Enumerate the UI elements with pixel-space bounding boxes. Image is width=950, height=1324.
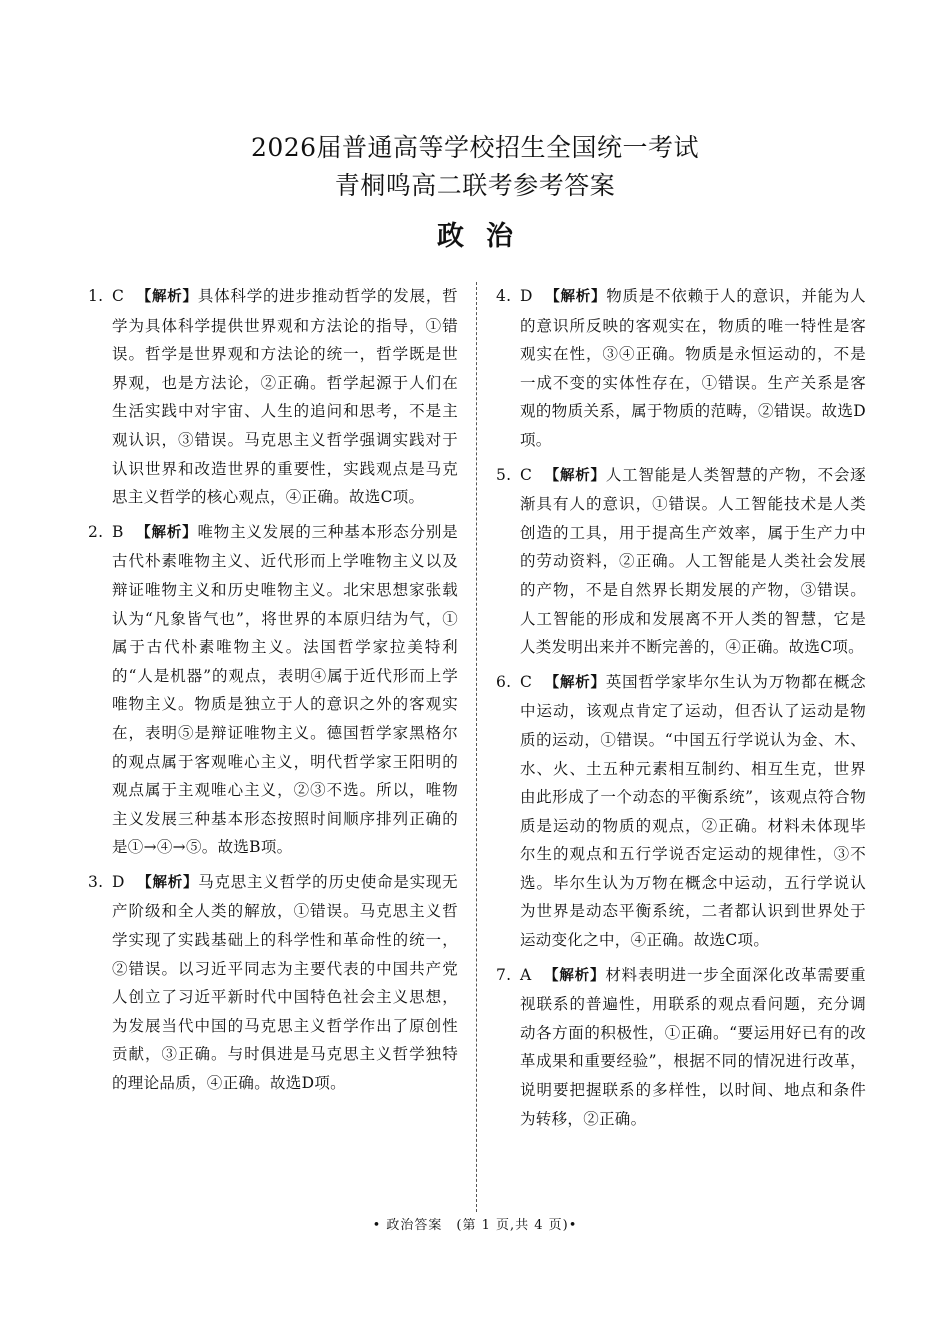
explanation-text: 英国哲学家毕尔生认为万物都在概念中运动，该观点肯定了运动，但否认了运动是物质的运动，①错误。“中国五行学说认为金、木、水、火、土五种元素相互制约、相互生克，世界由此形成了一个动态的平衡系统”，该观点符合物质是运动的物质的观点，②正确。材料未体现毕尔生的观点和五行学说否定运动的规律性，③不选。毕尔生认为万物在概念中运动，五行学说认为世界是动态平衡系统，二者都认识到世界处于运动变化之中，④正确。故选C项。	[520, 672, 866, 950]
question-item	[496, 668, 866, 955]
explanation-text: 唯物主义发展的三种基本形态分别是古代朴素唯物主义、近代形而上学唯物主义以及辩证唯物主义和历史唯物主义。北宋思想家张载认为“凡象皆气也”，将世界的本原归结为气，①属于古代朴素唯物主义。法国哲学家拉美特利的“人是机器”的观点，表明④属于近代形而上学唯物主义。物质是独立于人的意识之外的客观实在，表明⑤是辩证唯物主义。德国哲学家黑格尔的观点属于客观唯心主义，明代哲学家王阳明的观点属于主观唯心主义，②③不选。所以，唯物主义发展三种基本形态按照时间顺序排列正确的是①→④→⑤。故选B项。	[112, 522, 458, 857]
analysis-tag: 【解析】	[544, 674, 606, 691]
explanation-text: 材料表明进一步全面深化改革需要重视联系的普遍性，用联系的观点看问题，充分调动各方面的积极性，①正确。“要运用好已有的改革成果和重要经验”，根据不同的情况进行改革，说明要把握联系的多样性，以时间、地点和条件为转移，②正确。	[520, 965, 866, 1128]
analysis-tag: 【解析】	[135, 524, 198, 541]
question-item	[496, 961, 866, 1134]
answer-letter: C	[520, 465, 533, 484]
explanation-text: 人工智能是人类智慧的产物，不会逐渐具有人的意识，①错误。人工智能技术是人类创造的工具，用于提高生产效率，属于生产力中的劳动资料，②正确。人工智能是人类社会发展的产物，不是自然界长期发展的产物，③错误。人工智能的形成和发展离不开人类的智慧，它是人类发明出来并不断完善的，④正确。故选C项。	[520, 465, 866, 657]
question-item	[88, 282, 458, 512]
answer-letter: C	[112, 287, 125, 305]
exam-title: 2026届普通高等学校招生全国统一考试	[250, 133, 700, 162]
analysis-tag: 【解析】	[544, 467, 606, 484]
analysis-tag: 【解析】	[136, 874, 199, 891]
analysis-tag: 【解析】	[543, 967, 606, 984]
question-item	[496, 282, 866, 455]
subject-heading: 政治	[437, 221, 535, 252]
explanation-text: 物质是不依赖于人的意识，并能为人的意识所反映的客观实在，物质的唯一特性是客观实在性，③④正确。物质是永恒运动的，不是一成不变的实体性存在，①错误。生产关系是客观的物质关系，属于物质的范畴，②错误。故选D项。	[520, 287, 866, 449]
answer-letter: A	[520, 965, 532, 984]
answer-letter: D	[112, 872, 125, 891]
explanation-text: 具体科学的进步推动哲学的发展，哲学为具体科学提供世界观和方法论的指导，①错误。哲学是世界观和方法论的统一，哲学既是世界观，也是方法论，②正确。哲学起源于人们在生活实践中对宇宙、人生的追问和思考，不是主观认识，③错误。马克思主义哲学强调实践对于认识世界和改造世界的重要性，实践观点是马克思主义哲学的核心观点，④正确。故选C项。	[112, 287, 458, 507]
question-number: 6.	[496, 672, 512, 691]
analysis-tag: 【解析】	[544, 289, 607, 305]
answer-key-title: 青桐鸣高二联考参考答案	[334, 171, 616, 200]
question-number: 7.	[496, 965, 512, 984]
question-item	[88, 868, 458, 1098]
question-number: 4.	[496, 287, 512, 305]
analysis-tag: 【解析】	[136, 289, 198, 305]
answer-letter: C	[520, 672, 533, 691]
question-number: 5.	[496, 465, 512, 484]
question-item	[88, 518, 458, 862]
answer-letter: D	[520, 287, 533, 305]
answer-letter: B	[112, 522, 124, 541]
question-number: 1.	[88, 287, 104, 305]
explanation-text: 马克思主义哲学的历史使命是实现无产阶级和全人类的解放，①错误。马克思主义哲学实现了实践基础上的科学性和革命性的统一，②错误。以习近平同志为主要代表的中国共产党人创立了习近平新时代中国特色社会主义思想，为发展当代中国的马克思主义哲学作出了原创性贡献，③正确。与时俱进是马克思主义哲学独特的理论品质，④正确。故选D项。	[112, 872, 458, 1093]
question-item	[496, 461, 866, 662]
column-divider	[476, 282, 477, 1212]
page-footer: • 政治答案 (第 1 页,共 4 页)•	[372, 1218, 578, 1233]
question-number: 2.	[88, 522, 104, 541]
right-column	[496, 282, 866, 1139]
left-column	[88, 282, 458, 1104]
question-number: 3.	[88, 872, 104, 891]
